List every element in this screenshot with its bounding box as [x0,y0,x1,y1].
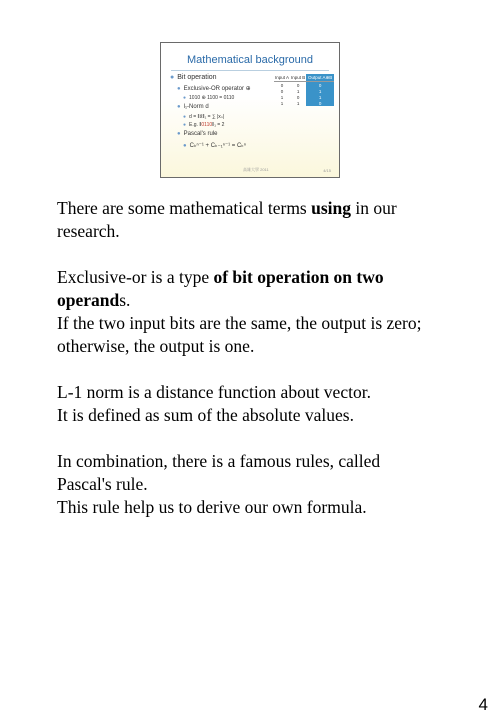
slide-title: Mathematical background [187,54,313,66]
bullet-dot-icon: ● [183,95,187,101]
table-header-output: Output A⊕B [307,75,333,80]
table-cell: 1 [280,94,284,100]
table-cell: 1 [306,88,334,94]
xor-truth-table [274,74,334,106]
slide-footer-center: 高雄大學 2011 [243,167,269,172]
bullet-dot-icon: ● [183,143,187,149]
bullet-dot-icon: ● [170,74,175,81]
bullet-norm-example: ● E.g. ‖0110‖₁ = 2 [183,122,225,128]
table-row [274,100,334,106]
table-cell: 0 [280,82,284,88]
bold-text: of bit operation on two [213,267,384,287]
bold-text: using [311,198,352,218]
slide-divider [171,70,329,71]
bullet-norm-definition: ● d = ‖x⃗‖₁ = ∑ |xₙ| [183,114,225,120]
table-cell: 0 [296,82,300,88]
table-cell: 1 [306,94,334,100]
bullet-xor-operator: ● Exclusive-OR operator ⊕ [177,86,251,92]
bullet-dot-icon: ● [177,131,181,137]
notes-paragraph-4: In combination, there is a famous rules, called Pascal's rule. This rule help us to derive our own formula. [57,451,381,517]
bullet-dot-icon: ● [177,86,181,92]
bullet-pascal-formula: ● Cₖⁿ⁻¹ + Cₖ₋₁ⁿ⁻¹ = Cₖⁿ [183,143,247,149]
table-header: Input A [274,75,289,80]
table-cell: 1 [280,100,284,106]
notes-paragraph-1: There are some mathematical terms using in our research. [57,198,397,241]
bullet-xor-example: ● 1010 ⊕ 1100 = 0110 [183,95,235,101]
slide-footer-page: 4/15 [323,168,331,173]
bullet-bit-operation: ● Bit operation [170,74,217,81]
slide-thumbnail [160,42,340,178]
page-number: 4 [478,695,488,714]
notes-paragraph-2: Exclusive-or is a type of bit operation on two operands. If the two input bits are the same, the output is zero; otherwise, the output is one. [57,267,422,356]
bullet-pascal: ● Pascal's rule [177,131,218,137]
notes-paragraph-3: L-1 norm is a distance function about vector. It is defined as sum of the absolute values. [57,382,371,425]
bullet-norm: ● l₁-Norm d [177,104,209,110]
speaker-notes [57,197,477,542]
bullet-dot-icon: ● [183,122,187,128]
table-cell: 0 [296,94,300,100]
table-cell: 0 [280,88,284,94]
table-header: Input B [290,75,306,80]
table-cell: 0 [306,100,334,106]
table-cell: 1 [296,100,300,106]
table-cell: 0 [306,82,334,89]
bullet-dot-icon: ● [177,104,181,110]
bullet-dot-icon: ● [183,114,187,120]
bold-text: operand [57,290,120,310]
table-cell: 1 [296,88,300,94]
